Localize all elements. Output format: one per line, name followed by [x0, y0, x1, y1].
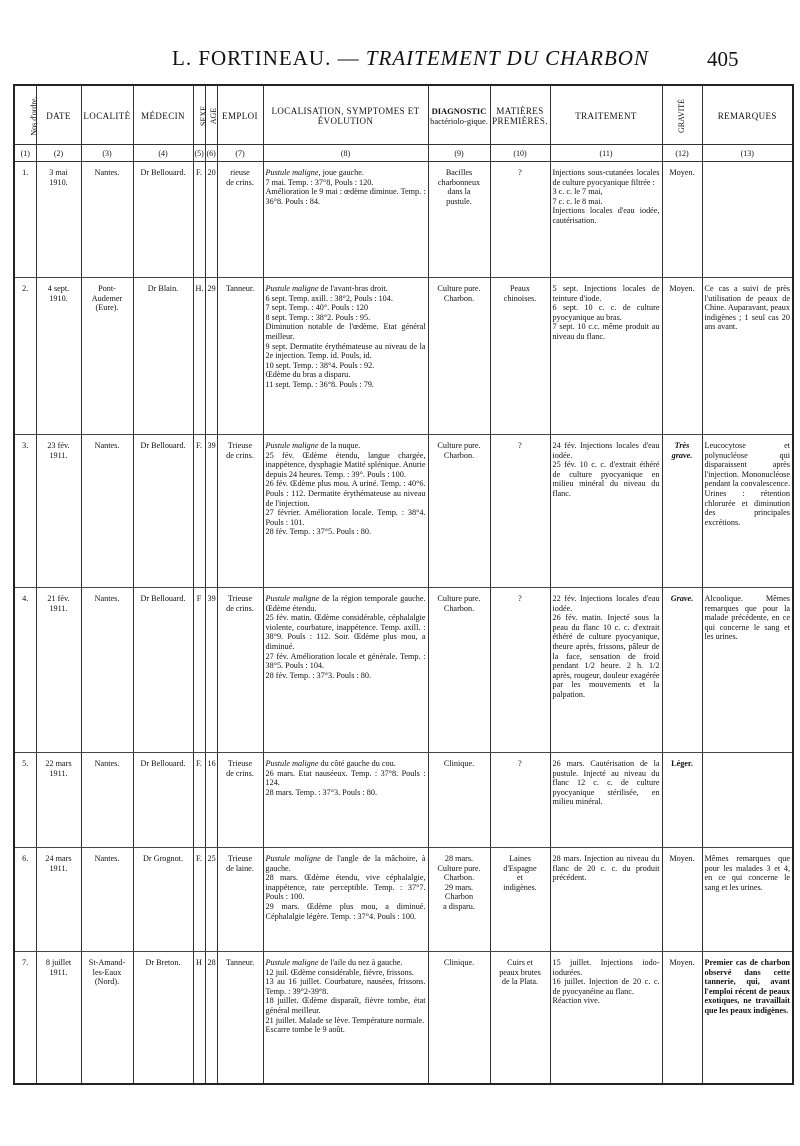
col-number-8: (8) [263, 145, 428, 162]
case-materials: ? [490, 753, 550, 848]
article-title: TRAITEMENT DU CHARBON [365, 46, 649, 70]
case-treatment: 22 fév. Injections locales d'eau iodée. 26 fév. matin. Injecté sous la peau du flanc 10 c. c. d'extrait éthéré de culture pyocyanique, theure après, frissons, pâleur de la face, sensation de froid pendant 1/2 heure. 2 h. 1/2 après, rougeur, douleur exagérée par les mouvements et la palpation. [550, 588, 662, 753]
col-number-5: (5) [193, 145, 205, 162]
case-materials: Laines d'Espagne et indigènes. [490, 848, 550, 952]
case-occupation: Trieuse de crins. [217, 588, 263, 753]
running-title [172, 46, 649, 71]
case-occupation: Tanneur. [217, 278, 263, 435]
case-number: 4. [14, 588, 36, 753]
cases-table [13, 84, 794, 1085]
case-age: 25 [205, 848, 217, 952]
case-gravity: Moyen. [662, 162, 702, 278]
case-number: 2. [14, 278, 36, 435]
col-header-remarks: REMARQUES [702, 85, 793, 145]
case-number: 1. [14, 162, 36, 278]
case-date: 24 mars 1911. [36, 848, 81, 952]
case-locality: Pont- Audemer (Eure). [81, 278, 133, 435]
col-header-sex: SEXE [193, 85, 205, 145]
page-header [0, 0, 800, 80]
col-number-7: (7) [217, 145, 263, 162]
case-age: 28 [205, 952, 217, 1084]
case-occupation: Trieuse de crins. [217, 435, 263, 588]
case-treatment: 28 mars. Injection au niveau du flanc de 20 c. c. du produit précédent. [550, 848, 662, 952]
table-row [14, 278, 793, 435]
case-locality: St-Amand- les-Eaux (Nord). [81, 952, 133, 1084]
case-diagnosis: Bacilles charbonneux dans la pustule. [428, 162, 490, 278]
case-locality: Nantes. [81, 848, 133, 952]
case-materials: Cuirs et peaux brutes de la Plata. [490, 952, 550, 1084]
table-row [14, 435, 793, 588]
case-remarks [702, 162, 793, 278]
case-symptoms: Pustule maligne du côté gauche du cou. 26 mars. Etat nauséeux. Temp. : 37°8. Pouls : 124. 28 mars. Temp. : 37°3. Pouls : 80. [263, 753, 428, 848]
case-gravity: Moyen. [662, 848, 702, 952]
col-number-2: (2) [36, 145, 81, 162]
col-number-6: (6) [205, 145, 217, 162]
case-age: 39 [205, 588, 217, 753]
table-row [14, 952, 793, 1084]
col-header-materials: MATIÈRES PREMIÈRES. [490, 85, 550, 145]
col-header-locality: LOCALITÉ [81, 85, 133, 145]
case-sex: F [193, 588, 205, 753]
case-locality: Nantes. [81, 588, 133, 753]
case-symptoms: Pustule maligne de l'angle de la mâchoire, à gauche. 28 mars. Œdème étendu, vive céphalalgie, inappétence, rate perceptible. Temp. : 37°7. Pouls : 100. 29 mars. Œdème plus mou, a diminué. Céphalalgie légère. Temp. : 37°4. Pouls : 100. [263, 848, 428, 952]
case-symptoms: Pustule maligne, joue gauche. 7 mai. Temp. : 37°8, Pouls : 120. Amélioration le 9 mai : œdème diminue. Temp. : 36°8. Pouls : 84. [263, 162, 428, 278]
case-physician: Dr Blain. [133, 278, 193, 435]
case-gravity: Grave. [662, 588, 702, 753]
case-age: 39 [205, 435, 217, 588]
case-occupation: Trieuse de crins. [217, 753, 263, 848]
col-number-3: (3) [81, 145, 133, 162]
case-sex: H. [193, 278, 205, 435]
case-date: 22 mars 1911. [36, 753, 81, 848]
case-sex: F. [193, 162, 205, 278]
case-date: 4 sept. 1910. [36, 278, 81, 435]
case-physician: Dr Grognot. [133, 848, 193, 952]
table-header [14, 85, 793, 162]
case-symptoms: Pustule maligne de l'avant-bras droit. 6 sept. Temp. axill. : 38°2, Pouls : 104. 7 sept. Temp. : 40°. Pouls : 120 8 sept. Temp. : 38°2. Pouls : 95. Diminution notable de l'œdème. Etat général meilleur. 9 sept. Dermatite érythémateuse au niveau de la 2e injection. Temp. id. Pouls, id. 10 sept. Temp. : 38°4. Pouls : 92. Œdème du bras a disparu. 11 sept. Temp. : 36°8. Pouls : 79. [263, 278, 428, 435]
col-number-11: (11) [550, 145, 662, 162]
case-materials: ? [490, 435, 550, 588]
case-symptoms: Pustule maligne de la région temporale gauche. Œdème étendu. 25 fév. matin. Œdème considérable, céphalalgie violente, courbature, inappétence. Temp. axill. : 38°9. Pouls : 112. Soir. Œdème plus mou, a diminué. 27 fév. Amélioration locale et générale. Temp. : 38°5. Pouls : 104. 28 fév. Temp. : 37°3. Pouls : 80. [263, 588, 428, 753]
case-diagnosis: Culture pure. Charbon. [428, 588, 490, 753]
case-date: 23 fév. 1911. [36, 435, 81, 588]
case-physician: Dr Bellouard. [133, 753, 193, 848]
case-remarks: Premier cas de charbon observé dans cette tannerie, qui, avant l'emploi récent de peaux exotiques, ne travaillait que les peaux indigènes. [702, 952, 793, 1084]
col-header-age: AGE [205, 85, 217, 145]
col-number-1: (1) [14, 145, 36, 162]
case-treatment: Injections sous-cutanées locales de culture pyocyanique filtrée : 3 c. c. le 7 mai, 7 c. c. le 8 mai. Injections locales d'eau iodée, cautérisation. [550, 162, 662, 278]
case-materials: ? [490, 162, 550, 278]
case-physician: Dr Bellouard. [133, 588, 193, 753]
case-gravity: Moyen. [662, 952, 702, 1084]
col-number-9: (9) [428, 145, 490, 162]
col-header-treatment: TRAITEMENT [550, 85, 662, 145]
case-sex: F. [193, 753, 205, 848]
col-number-12: (12) [662, 145, 702, 162]
case-gravity: Moyen. [662, 278, 702, 435]
case-diagnosis: Culture pure. Charbon. [428, 278, 490, 435]
case-locality: Nantes. [81, 753, 133, 848]
col-header-number: Nos d'ordre. [14, 85, 36, 145]
col-header-occupation: EMPLOI [217, 85, 263, 145]
case-treatment: 26 mars. Cautérisation de la pustule. Injecté au niveau du flanc 12 c. c. de culture pyocyanique stérilisée, en milieu minéral. [550, 753, 662, 848]
case-sex: F. [193, 848, 205, 952]
case-diagnosis: Culture pure. Charbon. [428, 435, 490, 588]
table-row [14, 588, 793, 753]
case-materials: Peaux chinoises. [490, 278, 550, 435]
case-sex: F. [193, 435, 205, 588]
col-number-4: (4) [133, 145, 193, 162]
col-header-symptoms: LOCALISATION, SYMPTOMES ET ÉVOLUTION [263, 85, 428, 145]
case-age: 29 [205, 278, 217, 435]
case-materials: ? [490, 588, 550, 753]
case-date: 8 juillet 1911. [36, 952, 81, 1084]
case-treatment: 24 fév. Injections locales d'eau iodée. 25 fév. 10 c. c. d'extrait éthéré de culture pyocyanique en milieu minéral du niveau du flanc. [550, 435, 662, 588]
col-header-gravity: GRAVITÉ [662, 85, 702, 145]
col-header-date: DATE [36, 85, 81, 145]
case-symptoms: Pustule maligne de la nuque. 25 fév. Œdème étendu, langue chargée, inappétence, dysphagie Matité splénique. Anurie depuis 24 heures. Temp. : 39°. Pouls : 100. 26 fév. Œdème plus mou. A uriné. Temp. : 40°6. Pouls : 112. Dermatite érythémateuse au niveau de l'injection. 27 février. Amélioration locale. Temp. : 38°4. Pouls : 101. 28 fév. Temp. : 37°5. Pouls : 80. [263, 435, 428, 588]
case-date: 21 fév. 1911. [36, 588, 81, 753]
case-gravity: Léger. [662, 753, 702, 848]
case-diagnosis: 28 mars. Culture pure. Charbon. 29 mars. Charbon a disparu. [428, 848, 490, 952]
author-name: L. FORTINEAU. [172, 46, 332, 70]
col-header-diagnosis: DIAGNOSTIC bactériolo-gique. [428, 85, 490, 145]
case-locality: Nantes. [81, 162, 133, 278]
case-symptoms: Pustule maligne de l'aile du nez à gauche. 12 juil. Œdème considérable, fièvre, frissons. 13 au 16 juillet. Courbature, nausées, frissons. Temp. : 39°2-39°8. 18 juillet. Œdème disparaît, fièvre tombe, état général meilleur. 21 juillet. Malade se lève. Température normale. Escarre tombe le 9 août. [263, 952, 428, 1084]
case-remarks: Alcoolique. Mêmes remarques que pour la malade précédente, en ce qui concerne le sang et les urines. [702, 588, 793, 753]
page-number: 405 [707, 47, 739, 71]
case-number: 6. [14, 848, 36, 952]
case-number: 3. [14, 435, 36, 588]
col-number-13: (13) [702, 145, 793, 162]
case-treatment: 5 sept. Injections locales de teinture d'iode. 6 sept. 10 c. c. de culture pyocyanique au bras. 7 sept. 10 c.c. même produit au niveau du flanc. [550, 278, 662, 435]
col-number-10: (10) [490, 145, 550, 162]
table-row [14, 848, 793, 952]
table-body [14, 162, 793, 1084]
case-diagnosis: Clinique. [428, 952, 490, 1084]
case-remarks: Ce cas a suivi de près l'utilisation de peaux de Chine. Auparavant, peaux indigènes ; 1 seul cas 20 ans avant. [702, 278, 793, 435]
title-dash: — [337, 46, 360, 70]
case-occupation: Tanneur. [217, 952, 263, 1084]
case-physician: Dr Bellouard. [133, 435, 193, 588]
case-remarks: Leucocytose et polynucléose qui disparaissent après l'injection. Mononucléose pendant la convalescence. Urines : rétention chlorurée et diminution des principales excrétions. [702, 435, 793, 588]
case-occupation: Trieuse de laine. [217, 848, 263, 952]
case-locality: Nantes. [81, 435, 133, 588]
case-treatment: 15 juillet. Injections iodo-iodurées. 16 juillet. Injection de 20 c. c. de pyocyanéine au flanc. Réaction vive. [550, 952, 662, 1084]
case-physician: Dr Bellouard. [133, 162, 193, 278]
case-age: 16 [205, 753, 217, 848]
case-gravity: Très grave. [662, 435, 702, 588]
table-row [14, 753, 793, 848]
case-number: 5. [14, 753, 36, 848]
case-number: 7. [14, 952, 36, 1084]
col-header-physician: MÉDECIN [133, 85, 193, 145]
case-remarks [702, 753, 793, 848]
case-physician: Dr Breton. [133, 952, 193, 1084]
table-row [14, 162, 793, 278]
case-remarks: Mêmes remarques que pour les malades 3 et 4, en ce qui concerne le sang et les urines. [702, 848, 793, 952]
case-sex: H [193, 952, 205, 1084]
case-occupation: rieuse de crins. [217, 162, 263, 278]
case-diagnosis: Clinique. [428, 753, 490, 848]
case-age: 20 [205, 162, 217, 278]
case-date: 3 mai 1910. [36, 162, 81, 278]
